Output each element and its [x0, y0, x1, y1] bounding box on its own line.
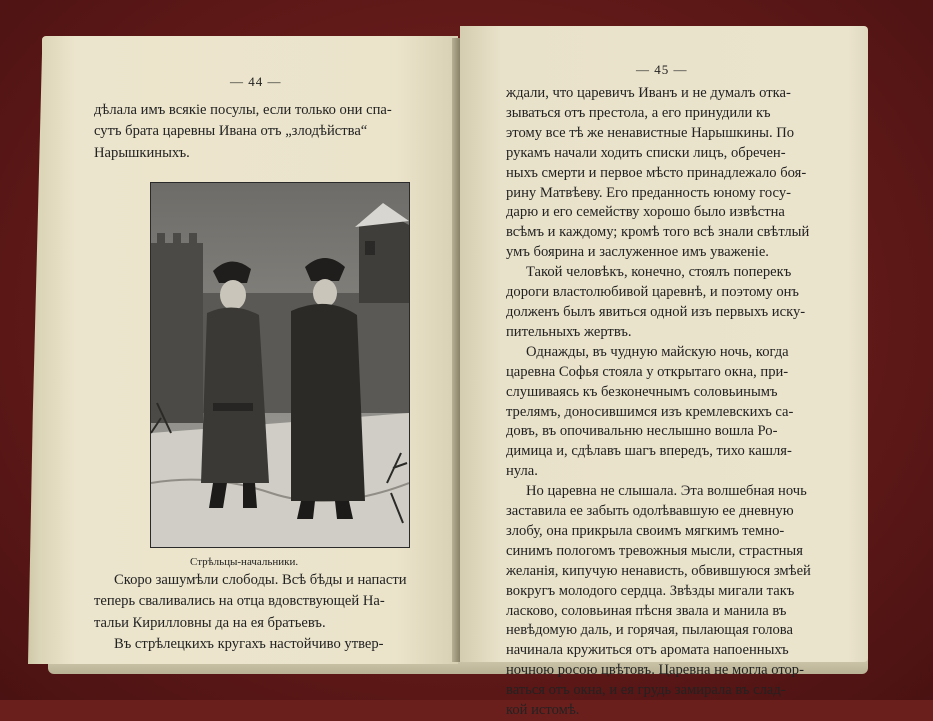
- right-page-text: [506, 84, 846, 721]
- text-line: трелямъ, доносившимся изъ кремлевскихъ са-: [506, 403, 794, 420]
- text-line: зываться отъ престола, а его принудили къ: [506, 104, 771, 121]
- text-line: долженъ былъ явиться одной изъ первыхъ иску-: [506, 303, 806, 320]
- text-line: начинала кружиться отъ аромата напоенныхъ: [506, 642, 789, 659]
- text-line: димица и, сдѣлавъ шагъ впередъ, тихо кашля-: [506, 443, 792, 460]
- text-line: ныхъ смерти и первое мѣсто принадлежало боя-: [506, 164, 807, 181]
- text-line: слушиваясь къ безконечнымъ соловьинымъ: [506, 383, 778, 400]
- text-line: Однажды, въ чудную майскую ночь, когда: [526, 343, 789, 360]
- text-line: всѣмъ и каждому; кромѣ того всѣ знали свѣтлый: [506, 224, 810, 241]
- text-line: пительныхъ жертвъ.: [506, 323, 632, 340]
- text-line: нула.: [506, 463, 538, 480]
- page-number-left: — 44 —: [230, 74, 282, 89]
- text-line: злобу, она прикрыла своимъ мягкимъ темно-: [506, 522, 785, 539]
- text-line: вокругъ молодого сердца. Звѣзды мигали такъ: [506, 582, 795, 599]
- text-line: Въ стрѣлецкихъ кругахъ настойчиво утвер-: [114, 635, 384, 652]
- text-line: рину Матвѣеву. Его преданность юному госу-: [506, 184, 791, 201]
- left-page: [42, 36, 458, 664]
- text-line: дарю и его семейству хорошо было извѣстна: [506, 204, 785, 221]
- text-line: этому все тѣ же ненавистные Нарышкины. По: [506, 124, 795, 141]
- text-line: царевна Софья стояла у открытаго окна, при-: [506, 363, 789, 380]
- text-line: ждали, что царевичъ Иванъ и не думалъ отка-: [506, 85, 791, 101]
- text-line: дѣлала имъ всякiе посулы, если только они спа-: [94, 102, 392, 118]
- streltsy-engraving: [151, 183, 409, 547]
- text-line: кой истомѣ.: [506, 702, 580, 719]
- text-line: ласково, соловьиная пѣсня звала и манила въ: [506, 602, 787, 619]
- text-line: дороги властолюбивой царевнѣ, и поэтому онъ: [506, 284, 799, 301]
- left-page-top-text: [94, 100, 426, 164]
- text-line: сутъ брата царевны Ивана отъ „злодѣйства“: [94, 123, 368, 140]
- text-line: Скоро зашумѣли слободы. Всѣ бѣды и напасти: [114, 572, 407, 588]
- text-line: тальи Кирилловны да на ея братьевъ.: [94, 614, 326, 631]
- illustration-caption: Стрѣльцы-начальники.: [190, 556, 299, 568]
- text-line: синимъ пологомъ тревожныя мысли, страстныя: [506, 542, 803, 559]
- text-line: Нарышкиныхъ.: [94, 144, 190, 161]
- open-book: [28, 24, 868, 719]
- text-line: рукамъ начали ходить списки лицъ, обречен-: [506, 144, 786, 161]
- text-line: ночною росою цвѣтовъ. Царевна не могла отор-: [506, 662, 804, 679]
- text-line: довъ, въ опочивальню неслышно вошла Ро-: [506, 423, 778, 440]
- left-page-bottom-text: [94, 570, 432, 655]
- text-line: Но царевна не слышала. Эта волшебная ночь: [526, 483, 807, 500]
- text-line: невѣдомую даль, и горячая, пылающая голова: [506, 622, 793, 639]
- text-line: умъ боярина и заслуженное имъ уваженiе.: [506, 244, 769, 261]
- right-page: [460, 26, 868, 719]
- text-line: ваться отъ окна, и ея грудь замирала въ слад-: [506, 682, 786, 699]
- engraving-illustration: [150, 182, 410, 548]
- page-number-right: — 45 —: [636, 62, 688, 77]
- text-line: Такой человѣкъ, конечно, стоялъ поперекъ: [526, 264, 792, 281]
- text-line: желанiя, кипучую ненависть, обвившуюся змѣей: [506, 562, 811, 579]
- text-line: заставила ее забыть одолѣвавшую ее дневную: [506, 503, 794, 520]
- text-line: теперь сваливались на отца вдовствующей На-: [94, 593, 385, 610]
